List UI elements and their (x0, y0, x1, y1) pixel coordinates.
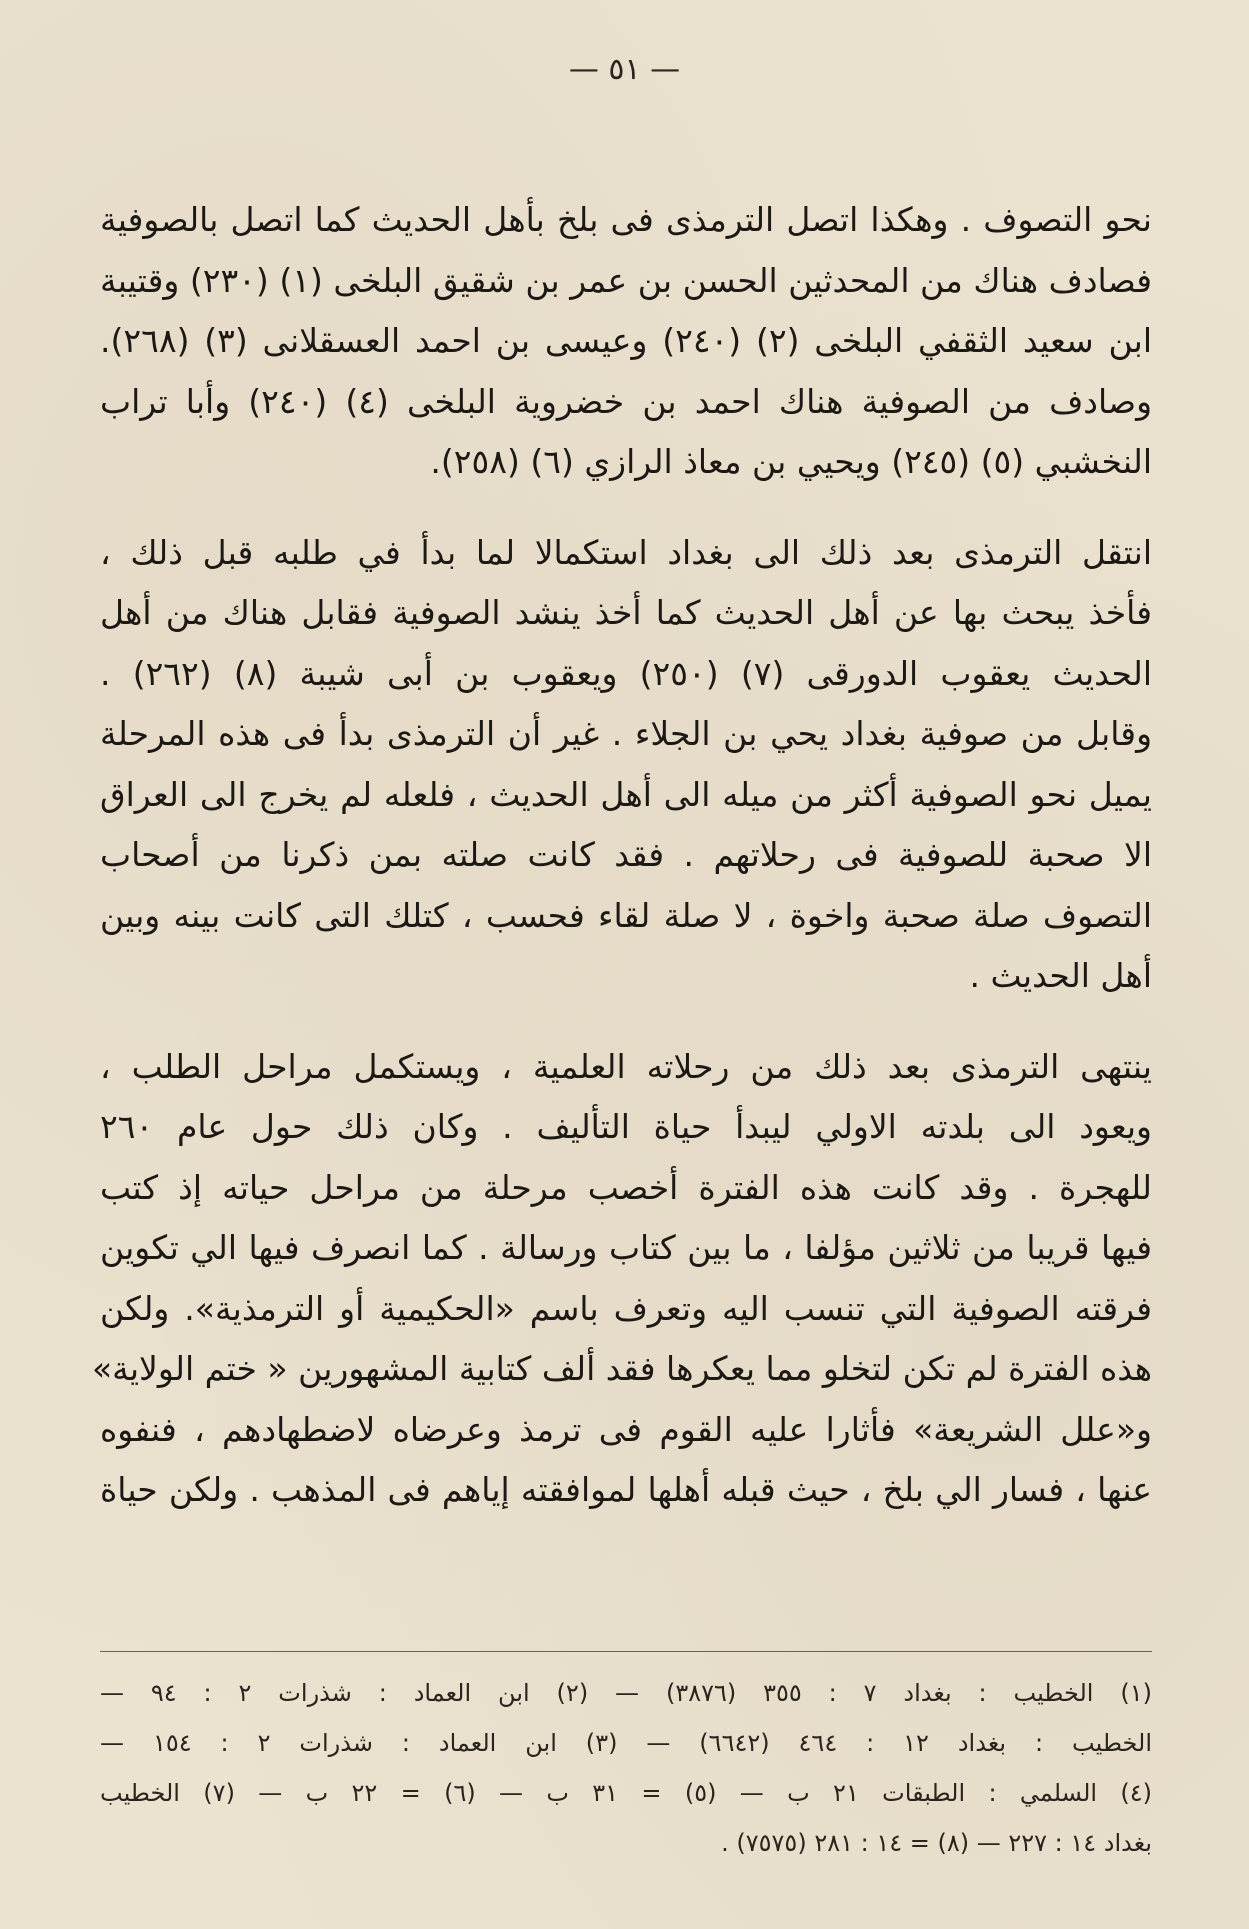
text-line: الا صحبة للصوفية فى رحلاتهم . فقد كانت صلته بمن ذكرنا من أصحاب (100, 835, 1152, 874)
footnote-line: الخطيب : بغداد ١٢ : ٤٦٤ (٦٦٤٢) — (٣) ابن العماد : شذرات ٢ : ١٥٤ — (100, 1729, 1153, 1757)
text-line: ويعود الى بلدته الاولي ليبدأ حياة التأليف . وكان ذلك حول عام ٢٦٠ (100, 1107, 1152, 1146)
body-text (91, 190, 1153, 1521)
text-line: و«علل الشريعة» فأثارا عليه القوم فى ترمذ وعرضاه لاضطهادهم ، فنفوه (100, 1409, 1152, 1449)
text-line: وقابل من صوفية بغداد يحي بن الجلاء . غير أن الترمذى بدأ فى هذه المرحلة (100, 714, 1152, 753)
footnote-line: (١) الخطيب : بغداد ٧ : ٣٥٥ (٣٨٧٦) — (٢) ابن العماد : شذرات ٢ : ٩٤ — (100, 1679, 1152, 1707)
text-line: فأخذ يبحث بها عن أهل الحديث كما أخذ ينشد الصوفية فقابل هناك من أهل (100, 593, 1152, 632)
page-number: — ٥١ — (568, 52, 681, 87)
footnote-line: بغداد ١٤ : ٢٢٧ — (٨) = ١٤ : ٢٨١ (٧٥٧٥) . (721, 1829, 1152, 1857)
text-line: عنها ، فسار الي بلخ ، حيث قبله أهلها لموافقته إياهم فى المذهب . ولكن حياة (100, 1470, 1152, 1509)
footnote-divider (100, 1651, 1152, 1652)
text-line: النخشبي (٥) (٢٤٥) ويحيي بن معاذ الرازي (٦) (٢٥٨). (430, 442, 1152, 481)
text-line: التصوف صلة صحبة واخوة ، لا صلة لقاء فحسب ، كتلك التى كانت بينه وبين (100, 895, 1152, 935)
paragraph-1 (100, 190, 1152, 493)
footnotes (100, 1668, 1152, 1868)
text-line: نحو التصوف . وهكذا اتصل الترمذى فى بلخ بأهل الحديث كما اتصل بالصوفية (100, 200, 1152, 239)
text-line: فصادف هناك من المحدثين الحسن بن عمر بن شقيق البلخى (١) (٢٣٠) وقتيبة (100, 260, 1152, 300)
text-line: هذه الفترة لم تكن لتخلو مما يعكرها فقد ألف كتابية المشهورين « ختم الولاية» (91, 1349, 1152, 1388)
text-line: انتقل الترمذى بعد ذلك الى بغداد استكمالا لما بدأ في طلبه قبل ذلك ، (100, 532, 1152, 572)
text-line: يميل نحو الصوفية أكثر من ميله الى أهل الحديث ، فلعله لم يخرج الى العراق (100, 774, 1152, 814)
text-line: الحديث يعقوب الدورقى (٧) (٢٥٠) ويعقوب بن أبى شيبة (٨) (٢٦٢) . (100, 653, 1152, 693)
text-line: فرقته الصوفية التي تنسب اليه وتعرف باسم «الحكيمية أو الترمذية». ولكن (100, 1288, 1152, 1328)
text-line: فيها قريبا من ثلاثين مؤلفا ، ما بين كتاب ورسالة . كما انصرف فيها الي تكوين (100, 1228, 1152, 1267)
text-line: ينتهى الترمذى بعد ذلك من رحلاته العلمية ، ويستكمل مراحل الطلب ، (100, 1046, 1152, 1086)
text-line: للهجرة . وقد كانت هذه الفترة أخصب مرحلة من مراحل حياته إذ كتب (100, 1167, 1152, 1207)
text-line: ابن سعيد الثقفي البلخى (٢) (٢٤٠) وعيسى بن احمد العسقلانى (٣) (٢٦٨). (100, 321, 1152, 360)
paragraph-2 (100, 523, 1152, 1007)
text-line: وصادف من الصوفية هناك احمد بن خضروية البلخى (٤) (٢٤٠) وأبا تراب (100, 381, 1153, 421)
paragraph-3 (91, 1037, 1152, 1521)
text-line: أهل الحديث . (969, 956, 1152, 995)
footnote-line: (٤) السلمي : الطبقات ٢١ ب — (٥) = ٣١ ب — (٦) = ٢٢ ب — (٧) الخطيب (100, 1779, 1153, 1807)
